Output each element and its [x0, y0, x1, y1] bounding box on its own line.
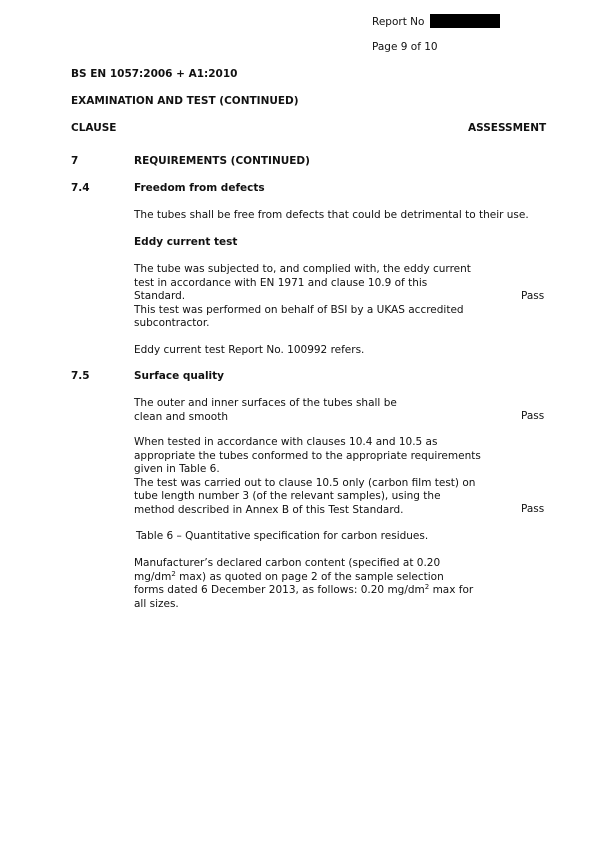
- page-number: Page 9 of 10: [372, 41, 438, 53]
- clause-number: 7.5: [71, 370, 90, 382]
- clause-title: Surface quality: [134, 370, 225, 382]
- line-text: max) as quoted on page 2 of the sample selection: [175, 570, 444, 583]
- report-number-label: Report No: [372, 16, 425, 28]
- clause-title: REQUIREMENTS (CONTINUED): [134, 155, 310, 167]
- carbon-content-paragraph: [134, 557, 474, 611]
- eddy-current-paragraph: [134, 263, 471, 331]
- clause-number: 7.4: [71, 182, 90, 194]
- requirement-text: The tubes shall be free from defects that could be detrimental to their use.: [134, 209, 529, 221]
- paragraph-line: appropriate the tubes conformed to the appropriate requirements: [134, 449, 481, 462]
- paragraph-line: clean and smooth: [134, 410, 228, 423]
- redaction-bar: [430, 14, 500, 28]
- column-header-assessment: ASSESSMENT: [468, 122, 547, 134]
- assessment-result: Pass: [521, 503, 545, 515]
- eddy-report-reference: Eddy current test Report No. 100992 refers.: [134, 344, 365, 356]
- paragraph-line: subcontractor.: [134, 317, 210, 329]
- subheading-eddy-current: Eddy current test: [134, 236, 238, 248]
- paragraph-line: [134, 583, 474, 598]
- paragraph-line: This test was performed on behalf of BSI by a UKAS accredited: [134, 303, 464, 316]
- paragraph-line: The tube was subjected to, and complied with, the eddy current: [134, 263, 471, 275]
- paragraph-line: Standard.: [134, 290, 186, 302]
- standard-title: BS EN 1057:2006 + A1:2010: [71, 68, 238, 80]
- paragraph-line: method described in Annex B of this Test Standard.: [134, 503, 404, 516]
- paragraph-line: test in accordance with EN 1971 and clause 10.9 of this: [134, 276, 428, 289]
- surface-requirement-paragraph: [134, 397, 464, 424]
- clause-number: 7: [71, 155, 79, 167]
- assessment-result: Pass: [521, 290, 545, 302]
- superscript: 2: [171, 569, 176, 578]
- paragraph-line: tube length number 3 (of the relevant samples), using the: [134, 490, 441, 502]
- section-heading: EXAMINATION AND TEST (CONTINUED): [71, 95, 299, 107]
- paragraph-line: The outer and inner surfaces of the tubes shall be: [134, 397, 397, 409]
- paragraph-line: given in Table 6.: [134, 463, 220, 475]
- test-method-paragraph: [134, 436, 481, 517]
- line-text: mg/dm: [134, 570, 172, 583]
- assessment-result: Pass: [521, 410, 545, 422]
- paragraph-line: Manufacturer’s declared carbon content (specified at 0.20: [134, 557, 441, 569]
- paragraph-line: all sizes.: [134, 597, 179, 610]
- report-number: [372, 14, 500, 30]
- table-caption: Table 6 – Quantitative specification for carbon residues.: [136, 530, 429, 542]
- line-text: max for: [429, 584, 474, 596]
- paragraph-line: [134, 571, 464, 585]
- line-text: forms dated 6 December 2013, as follows: 0.20 mg/dm: [134, 584, 425, 596]
- column-header-clause: CLAUSE: [71, 122, 117, 134]
- clause-title: Freedom from defects: [134, 182, 265, 194]
- paragraph-line: When tested in accordance with clauses 10.4 and 10.5 as: [134, 436, 438, 448]
- paragraph-line: The test was carried out to clause 10.5 only (carbon film test) on: [134, 476, 476, 489]
- superscript: 2: [424, 583, 430, 591]
